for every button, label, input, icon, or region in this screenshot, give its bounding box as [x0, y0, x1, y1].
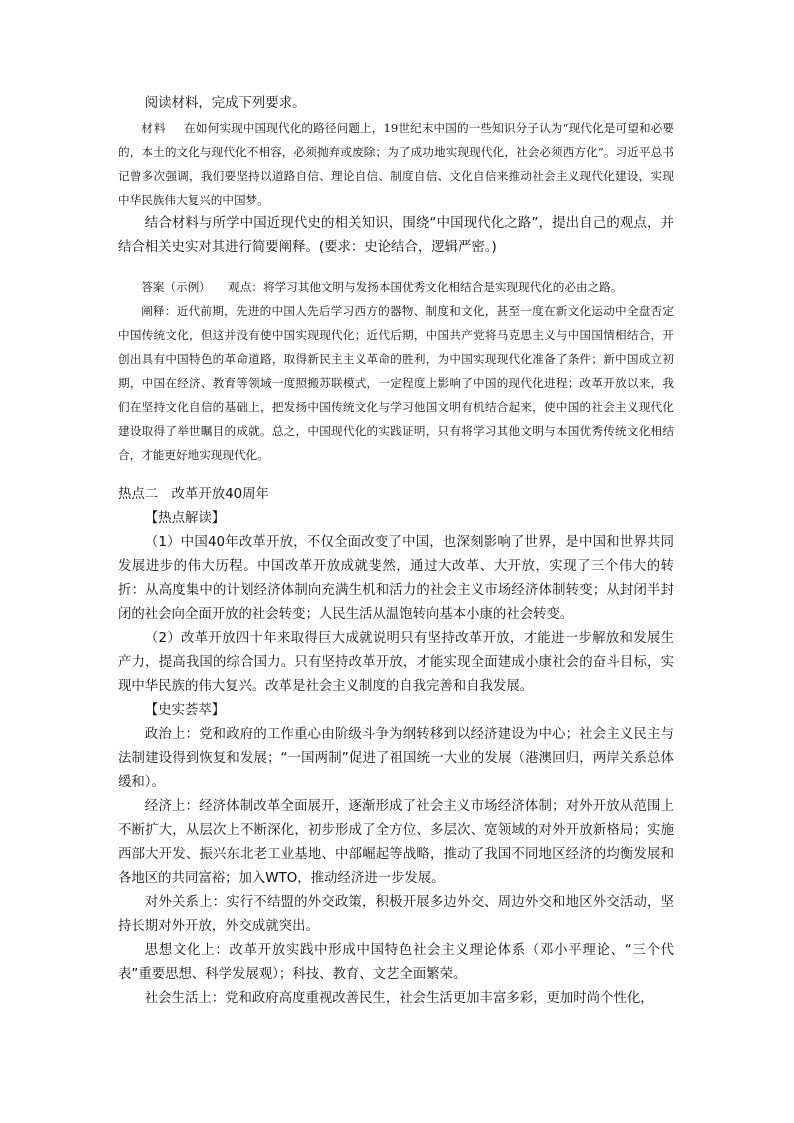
interpretation-paragraph-1: （1）中国40年改革开放，不仅全面改变了中国，也深刻影响了世界，是中国和世界共同发展进步的伟大历程。中国改革开放成就斐然，通过大改革、大开放，实现了三个伟大的转折：从高度集中的计划经济体制向充满生机和活力的社会主义市场经济体制转变；从封闭半封闭的社会向全面开放的社会转变；人民生活从温饱转向基本小康的社会转变。 [118, 535, 674, 622]
interpretation-heading: 【热点解读】 [144, 511, 226, 526]
answer-label: 答案（示例） [141, 280, 211, 294]
fact-economy: 经济上：经济体制改革全面展开，逐渐形成了社会主义市场经济体制；对外开放从范围上不断扩大，从层次上不断深化，初步形成了全方位、多层次、宽领域的对外开放新格局；实施西部大开发、振兴东北老工业基地、中部崛起等战略，推动了我国不同地区经济的均衡发展和各地区的共同富裕；加入WTO，推动经济进一步发展。 [118, 799, 674, 886]
fact-politics: 政治上：党和政府的工作重心由阶级斗争为纲转移到以经济建设为中心；社会主义民主与法制建设得到恢复和发展；“一国两制”促进了祖国统一大业的发展（港澳回归，两岸关系总体缓和）。 [118, 727, 674, 790]
material-paragraph [118, 116, 674, 212]
document-page [118, 92, 674, 1011]
hotspot-title: 热点二 改革开放40周年 [118, 487, 269, 502]
question-instruction: 阅读材料，完成下列要求。 [144, 96, 306, 111]
material-text: 在如何实现中国现代化的路径问题上，19世纪末中国的一些知识分子认为“现代化是可望和必要的，本土的文化与现代化不相容，必须抛弃或废除；为了成功地实现现代化，社会必须西方化”。习近平总书记曾多次强调，我们要坚持以道路自信、理论自信、制度自信、文化自信来推动社会主义现代化建设，实现中华民族伟大复兴的中国梦。 [118, 121, 674, 207]
material-label: 材料 [141, 121, 167, 135]
fact-culture: 思想文化上：改革开放实践中形成中国特色社会主义理论体系（邓小平理论、“三个代表”重要思想、科学发展观）；科技、教育、文艺全面繁荣。 [118, 943, 674, 982]
answer-viewpoint-paragraph [118, 275, 674, 299]
facts-heading: 【史实荟萃】 [144, 703, 226, 718]
question-task: 结合材料与所学中国近现代史的相关知识，围绕“中国现代化之路”，提出自己的观点，并结合相关史实对其进行简要阐释。(要求：史论结合，逻辑严密。) [118, 216, 674, 255]
answer-viewpoint: 观点：将学习其他文明与发扬本国优秀文化相结合是实现现代化的必由之路。 [228, 280, 623, 294]
fact-foreign-relations: 对外关系上：实行不结盟的外交政策，积极开展多边外交、周边外交和地区外交活动，坚持长期对外开放，外交成就突出。 [118, 895, 674, 934]
interpretation-paragraph-2: （2）改革开放四十年来取得巨大成就说明只有坚持改革开放，才能进一步解放和发展生产力，提高我国的综合国力。只有坚持改革开放，才能实现全面建成小康社会的奋斗目标，实现中华民族的伟大复兴。改革是社会主义制度的自我完善和自我发展。 [118, 631, 674, 694]
answer-explanation: 阐释：近代前期，先进的中国人先后学习西方的器物、制度和文化，甚至一度在新文化运动中全盘否定中国传统文化，但这并没有使中国实现现代化；近代后期，中国共产党将马克思主义与中国国情相结合，开创出具有中国特色的革命道路，取得新民主主义革命的胜利，为中国实现现代化准备了条件；新中国成立初期，中国在经济、教育等领域一度照搬苏联模式，一定程度上影响了中国的现代化进程；改革开放以来，我们在坚持文化自信的基础上，把发扬中国传统文化与学习他国文明有机结合起来，使中国的社会主义现代化建设取得了举世瞩目的成就。总之，中国现代化的实践证明，只有将学习其他文明与本国优秀传统文化相结合，才能更好地实现现代化。 [118, 304, 674, 462]
fact-social-life: 社会生活上：党和政府高度重视改善民生，社会生活更加丰富多彩，更加时尚个性化， [144, 991, 654, 1006]
